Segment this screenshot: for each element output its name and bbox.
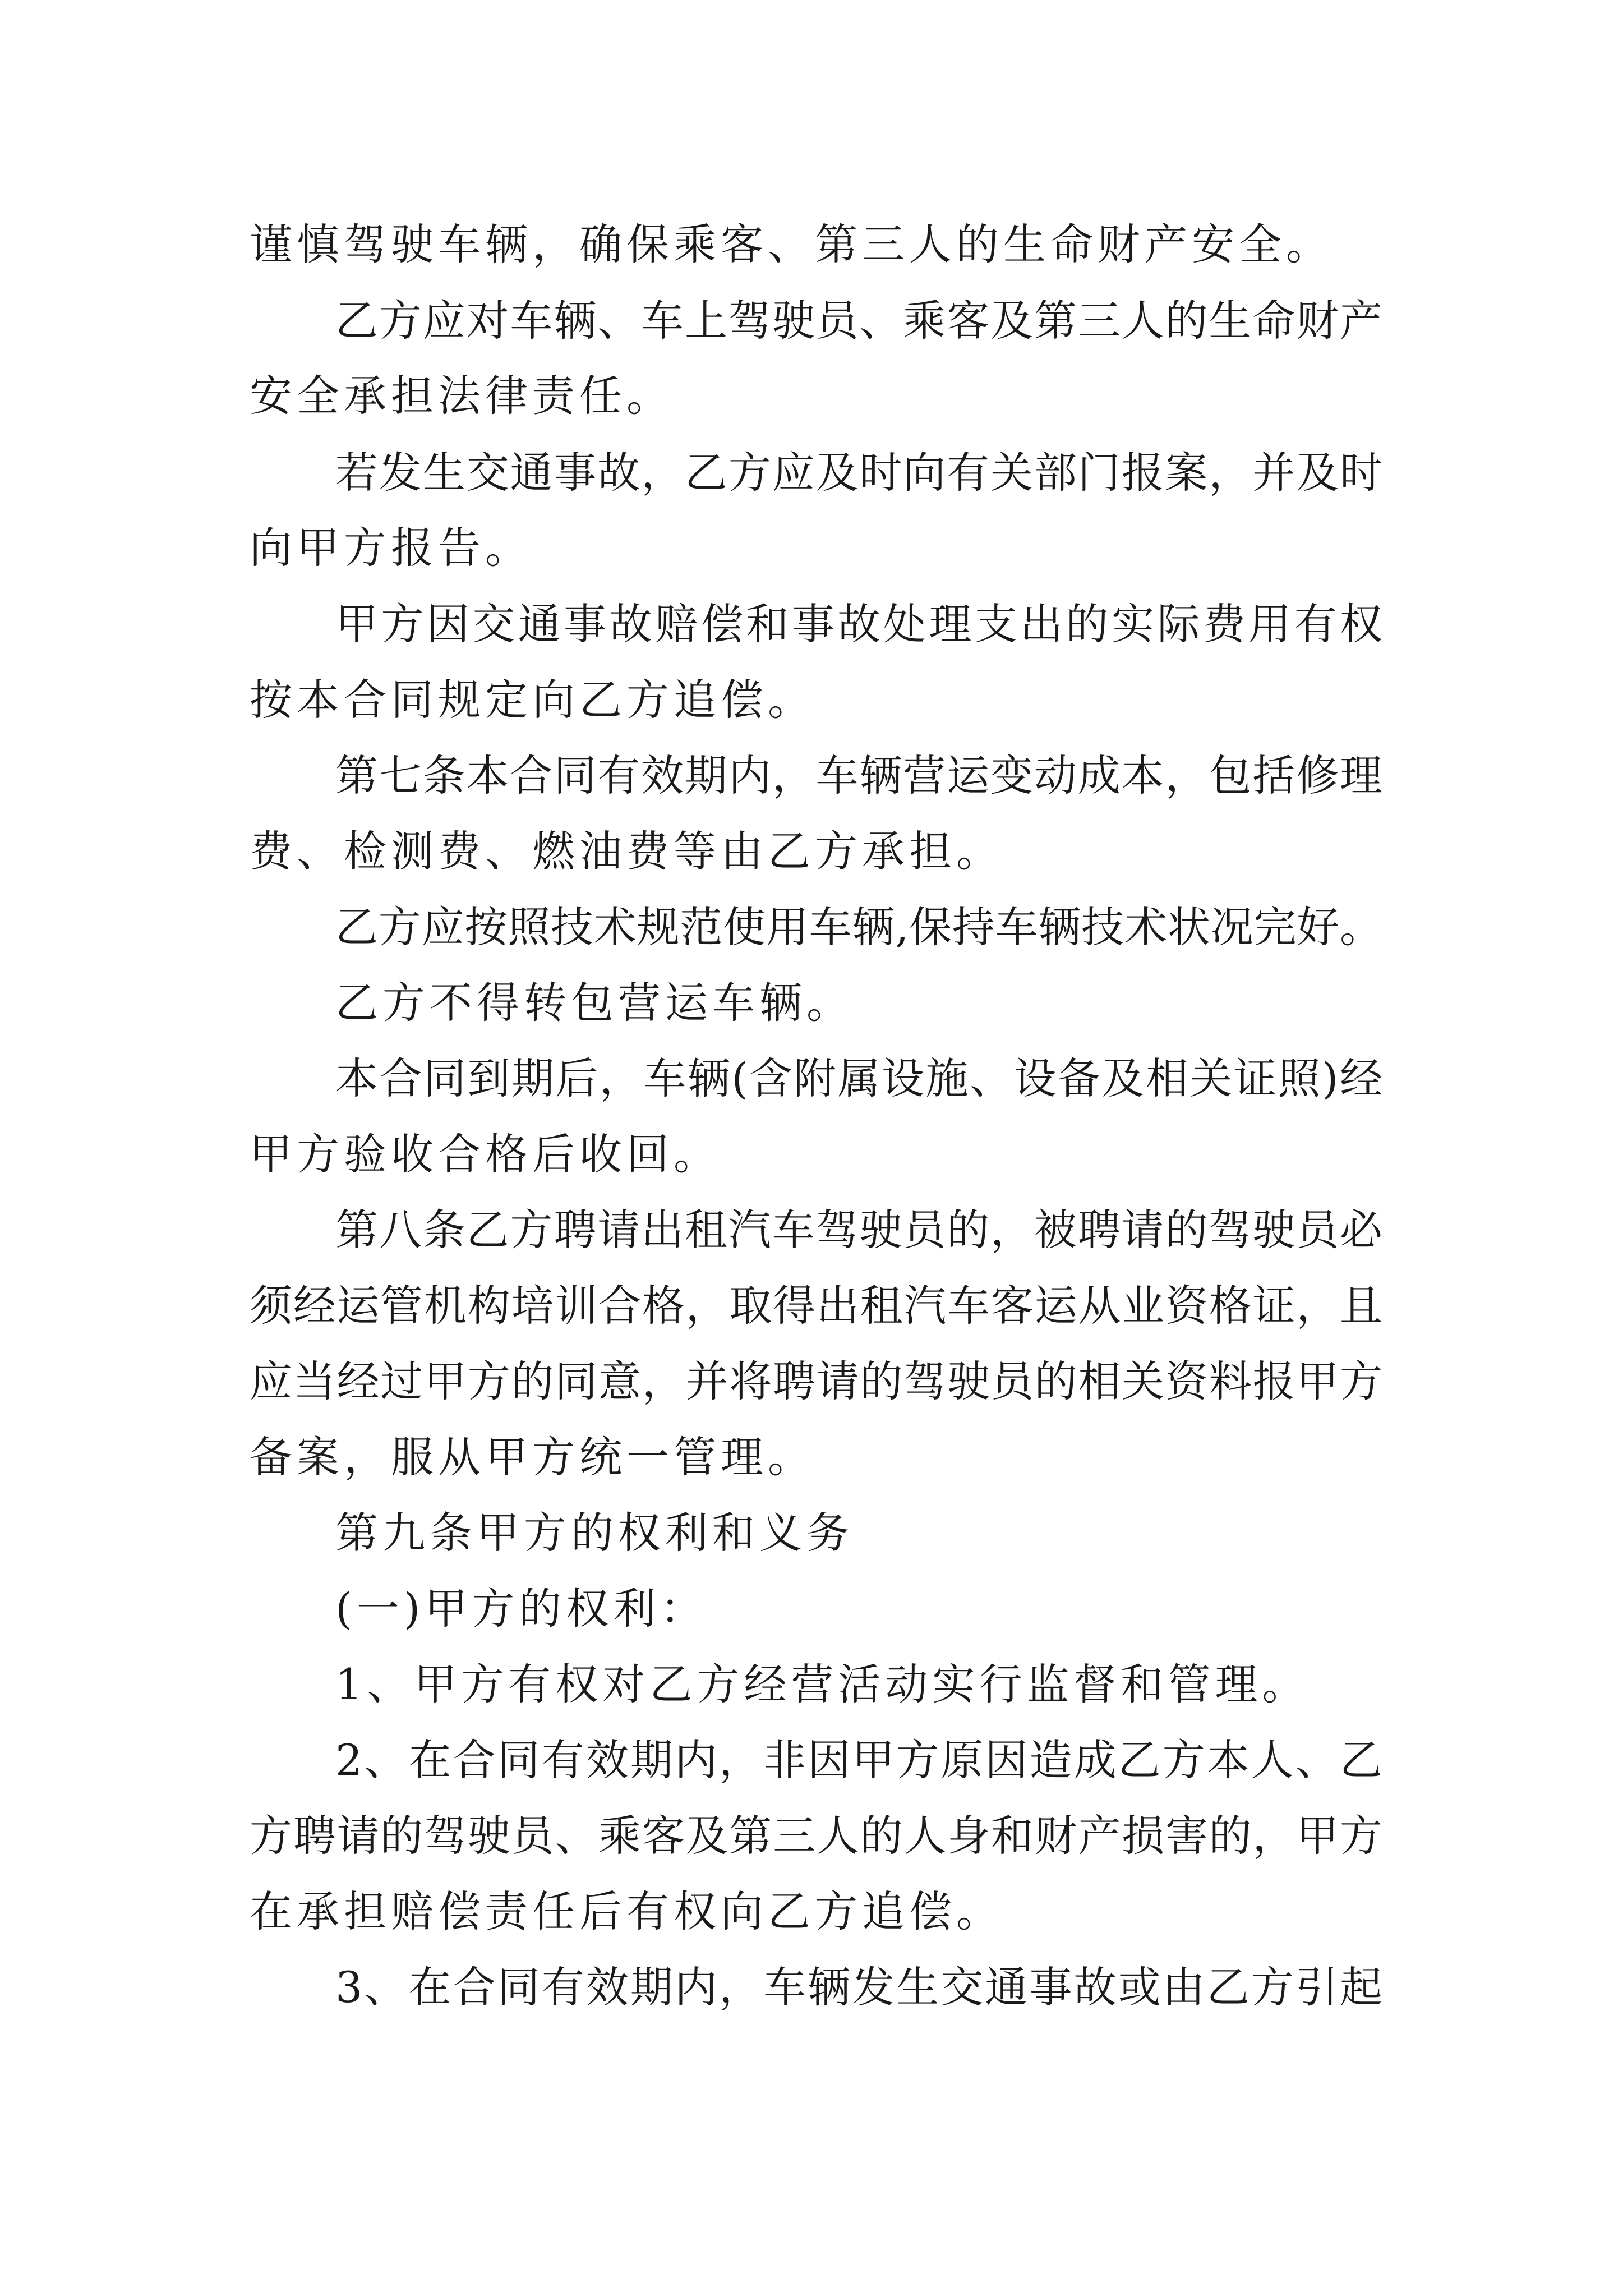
list-item: 1、甲方有权对乙方经营活动实行监督和管理。 [335, 1659, 1310, 1709]
text-line: 备案，服从甲方统一管理。 [250, 1432, 815, 1482]
text-line: 在承担赔偿责任后有权向乙方追偿。 [250, 1887, 1003, 1936]
paragraph-first-line: 乙方应按照技术规范使用车辆,保持车辆技术状况完好。 [335, 902, 1382, 952]
text-line: 谨慎驾驶车辆，确保乘客、第三人的生命财产安全。 [250, 219, 1333, 269]
text-line: 费、检测费、燃油费等由乙方承担。 [250, 826, 1003, 876]
paragraph-first-line: 乙方应对车辆、车上驾驶员、乘客及第三人的生命财产 [335, 296, 1382, 346]
subsection-heading: (一)甲方的权利： [335, 1584, 708, 1634]
text-line: 安全承担法律责任。 [250, 371, 674, 421]
text-line: 按本合同规定向乙方追偿。 [250, 675, 815, 725]
paragraph-first-line: 第八条乙方聘请出租汽车驾驶员的，被聘请的驾驶员必 [335, 1205, 1382, 1255]
text-line: 甲方验收合格后收回。 [250, 1129, 721, 1179]
section-heading: 第九条甲方的权利和义务 [335, 1508, 854, 1558]
paragraph-first-line: 第七条本合同有效期内，车辆营运变动成本，包括修理 [335, 751, 1382, 800]
list-item: 3、在合同有效期内，车辆发生交通事故或由乙方引起 [335, 1962, 1382, 2012]
paragraph-first-line: 乙方不得转包营运车辆。 [335, 978, 854, 1028]
text-line: 应当经过甲方的同意，并将聘请的驾驶员的相关资料报甲方 [250, 1356, 1382, 1406]
paragraph-first-line: 本合同到期后，车辆(含附属设施、设备及相关证照)经 [335, 1053, 1382, 1103]
paragraph-first-line: 若发生交通事故，乙方应及时向有关部门报案，并及时 [335, 448, 1382, 498]
list-item: 2、在合同有效期内，非因甲方原因造成乙方本人、乙 [335, 1735, 1382, 1785]
text-line: 方聘请的驾驶员、乘客及第三人的人身和财产损害的，甲方 [250, 1811, 1382, 1861]
text-line: 须经运管机构培训合格，取得出租汽车客运从业资格证，且 [250, 1281, 1382, 1331]
text-line: 向甲方报告。 [250, 523, 532, 573]
paragraph-first-line: 甲方因交通事故赔偿和事故处理支出的实际费用有权 [335, 599, 1382, 649]
